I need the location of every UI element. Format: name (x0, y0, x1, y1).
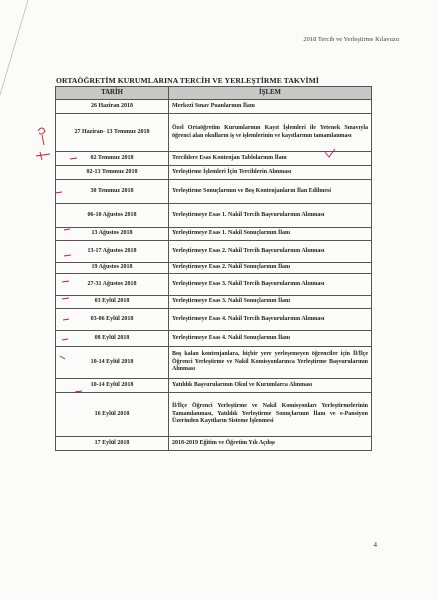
row-operation: Boş kalan kontenjanlara, hiçbir yere yerleşemeyen öğrenciler için İl/İlçe Öğrenci Yerleştirme ve Nakil Komisyonlarınca Yerleştirme Başvurularının Alınması (169, 347, 372, 379)
table-row (56, 228, 372, 241)
table-row (56, 166, 372, 180)
row-date: 10-14 Eylül 2018 (56, 379, 169, 393)
page-fold-mark (0, 0, 60, 120)
row-date: 08 Eylül 2018 (56, 331, 169, 347)
table-row (56, 274, 372, 296)
schedule-table (55, 86, 372, 451)
row-operation: Yerleştirme Sonuçlarının ve Boş Kontenjanların İlan Edilmesi (169, 180, 372, 204)
row-operation: Yerleştirmeye Esas 4. Nakil Sonuçlarının İlanı (169, 331, 372, 347)
row-operation: Tercihlere Esas Kontenjan Tablolarının İlanı (169, 152, 372, 166)
table-row (56, 180, 372, 204)
row-date: 16 Eylül 2018 (56, 393, 169, 437)
row-date: 10-14 Eylül 2018 (56, 347, 169, 379)
page-title: ORTAÖĞRETİM KURUMLARINA TERCİH VE YERLEŞTİRME TAKVİMİ (56, 76, 319, 85)
table-row (56, 393, 372, 437)
row-date: 19 Ağustos 2018 (56, 263, 169, 274)
row-operation: Yerleştirmeye Esas 1. Nakil Tercih Başvurularının Alınması (169, 204, 372, 228)
row-operation: İl/İlçe Öğrenci Yerleştirme ve Nakil Komisyonları Yerleştirmelerinin Tamamlanması, Yatılılık Yerleştirme Sonuçlarının İlanı ve e-Pansiyon Üzerinden Kayıtların Sisteme İşlenmesi (169, 393, 372, 437)
row-date: 27 Haziran- 13 Temmuz 2018 (56, 114, 169, 152)
row-operation: Yerleştirmeye Esas 3. Nakil Tercih Başvurularının Alınması (169, 274, 372, 296)
row-operation: Yerleştirmeye Esas 4. Nakil Tercih Başvurularının Alınması (169, 309, 372, 331)
row-date: 13-17 Ağustos 2018 (56, 241, 169, 263)
column-header-date: TARİH (56, 87, 169, 100)
handwritten-dash-mark (36, 152, 50, 160)
row-operation: Yerleştirmeye Esas 2. Nakil Tercih Başvurularının Alınması (169, 241, 372, 263)
table-row (56, 437, 372, 451)
row-operation: Yerleştirmeye Esas 2. Nakil Sonuçlarının İlanı (169, 263, 372, 274)
row-date: 30 Temmuz 2018 (56, 180, 169, 204)
row-date: 17 Eylül 2018 (56, 437, 169, 451)
row-date: 03-06 Eylül 2018 (56, 309, 169, 331)
table-row (56, 241, 372, 263)
table-row (56, 331, 372, 347)
row-operation: Yerleştirme İşlemleri İçin Tercihlerin Alınması (169, 166, 372, 180)
table-row (56, 296, 372, 309)
row-operation: Yerleştirmeye Esas 1. Nakil Sonuçlarının İlanı (169, 228, 372, 241)
table-header-row (56, 87, 372, 100)
handwritten-question-mark (38, 128, 45, 145)
table-row (56, 263, 372, 274)
table-row (56, 100, 372, 114)
table-row (56, 379, 372, 393)
page-number: 4 (373, 541, 377, 549)
table-row (56, 309, 372, 331)
column-header-operation: İŞLEM (169, 87, 372, 100)
row-date: 13 Ağustos 2018 (56, 228, 169, 241)
running-header: 2018 Tercih ve Yerleştirme Kılavuzu (303, 36, 399, 43)
row-date: 27-31 Ağustos 2018 (56, 274, 169, 296)
row-date: 26 Haziran 2018 (56, 100, 169, 114)
row-operation: Yatılılık Başvurularının Okul ve Kurumlarca Alınması (169, 379, 372, 393)
row-operation: Merkezî Sınav Puanlarının İlanı (169, 100, 372, 114)
table-row (56, 114, 372, 152)
table-row (56, 347, 372, 379)
row-date: 02-13 Temmuz 2018 (56, 166, 169, 180)
table-row (56, 204, 372, 228)
table-row (56, 152, 372, 166)
row-operation: Yerleştirmeye Esas 3. Nakil Sonuçlarının İlanı (169, 296, 372, 309)
row-date: 02 Temmuz 2018 (56, 152, 169, 166)
row-operation: Özel Ortaöğretim Kurumlarının Kayıt İşlemleri ile Yetenek Sınavıyla öğrenci alan okulların iş ve işlemlerinin ve kayıtlarının tamamlanması (169, 114, 372, 152)
row-date: 03 Eylül 2018 (56, 296, 169, 309)
row-operation: 2018-2019 Eğitim ve Öğretim Yılı Açılışı (169, 437, 372, 451)
row-date: 06-10 Ağustos 2018 (56, 204, 169, 228)
